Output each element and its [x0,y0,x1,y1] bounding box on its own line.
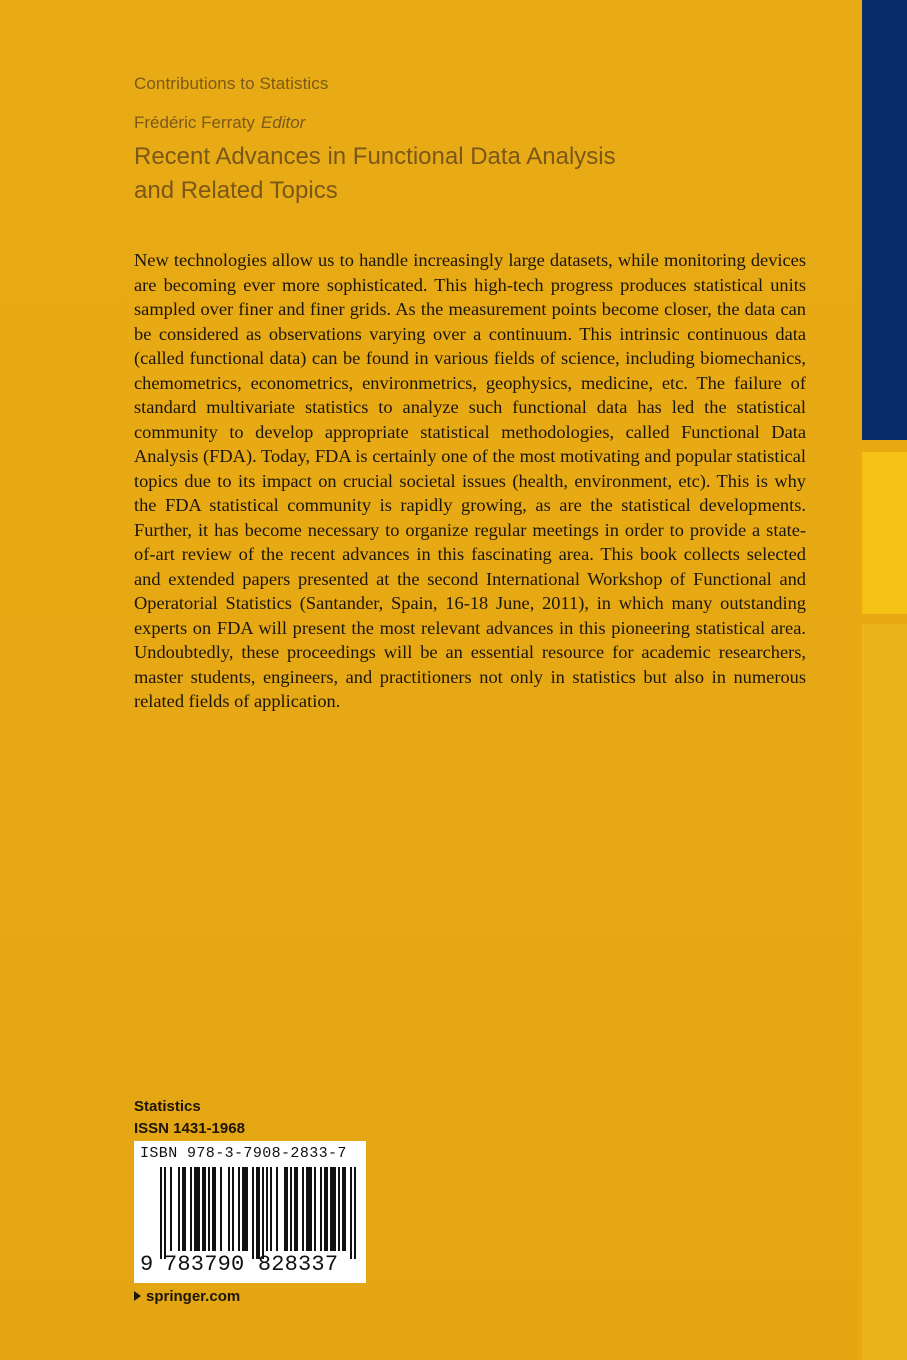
barcode-bar [342,1167,346,1251]
barcode-bar [160,1167,162,1259]
barcode-bar [202,1167,206,1251]
issn-label: ISSN 1431-1968 [134,1120,245,1137]
spine-gold-band [862,624,907,1360]
isbn-label: ISBN 978-3-7908-2833-7 [140,1145,347,1162]
barcode-bar [294,1167,298,1251]
barcode-bar [266,1167,268,1251]
barcode-bar [170,1167,172,1251]
barcode-bar [330,1167,336,1251]
barcode-bar [302,1167,304,1251]
website-link[interactable] [134,1288,240,1305]
series-name: Contributions to Statistics [134,74,329,93]
barcode-bar [242,1167,248,1251]
spine-yellow-band [862,452,907,614]
barcode-bar [284,1167,288,1251]
book-description: New technologies allow us to handle increasingly large datasets, while monitoring devices are becoming ever more sophisticated. This high-tech progress produces statistical units sampled over finer and finer grids. As the measurement points become closer, the data can be considered as observations varying over a continuum. This intrinsic continuous data (called functional data) can be found in various fields of science, including biomechanics, chemometrics, econometrics, environmetrics, geophysics, medicine, etc. The failure of standard multivariate statistics to analyze such functional data has led the statistical community to develop appropriate statistical methodologies, called Functional Data Analysis (FDA). Today, FDA is certainly one of the most motivating and popular statistical topics due to its impact on crucial societal issues (health, environment, etc). This is why the FDA statistical community is rapidly growing, as are the statistical developments. Further, it has become necessary to organize regular meetings in order to provide a state-of-art review of the recent advances in this fascinating area. This book collects selected and extended papers presented at the second International Workshop of Functional and Operatorial Statistics (Santander, Spain, 16-18 June, 2011), in which many outstanding experts on FDA will present the most relevant advances in this pioneering statistical area. Undoubtedly, these proceedings will be an essential resource for academic researchers, master students, engineers, and practitioners not only in statistics but also in numerous related fields of application. [134,250,806,711]
barcode-bar [178,1167,180,1251]
subject-label: Statistics [134,1098,201,1115]
book-title-line-1: Recent Advances in Functional Data Analysis [134,143,616,170]
ean-digits: 783790 828337 [164,1252,339,1277]
barcode-bar [354,1167,356,1259]
book-title-line-2: and Related Topics [134,177,338,204]
barcode-bar [262,1167,264,1259]
barcode-bar [338,1167,340,1251]
barcode-bar [228,1167,230,1251]
barcode-bar [252,1167,254,1259]
barcode-bar [220,1167,222,1251]
barcode-bar [350,1167,352,1259]
barcode-bar [238,1167,240,1251]
barcode-bar [232,1167,234,1251]
editor-name: Frédéric Ferraty [134,113,255,132]
spine-blue-band [862,0,907,440]
barcode-bar [164,1167,166,1259]
arrow-right-icon [134,1291,141,1301]
isbn-barcode [134,1141,366,1283]
editor-role: Editor [260,113,306,132]
barcode-bar [290,1167,292,1251]
editor-line [134,113,305,133]
barcode-bar [212,1167,216,1251]
barcode-bar [182,1167,186,1251]
subject-block [134,1096,245,1140]
barcode-bar [208,1167,210,1251]
ean-first-digit: 9 [140,1252,154,1277]
barcode-bar [276,1167,278,1251]
book-title [134,140,694,208]
barcode-bar [320,1167,322,1251]
barcode-bar [194,1167,200,1251]
barcode-bar [190,1167,192,1251]
barcode-bar [270,1167,272,1251]
barcode-bar [314,1167,316,1251]
barcode-bar [306,1167,312,1251]
barcode-bar [324,1167,328,1251]
website-label: springer.com [146,1288,241,1305]
barcode-bar [256,1167,260,1259]
